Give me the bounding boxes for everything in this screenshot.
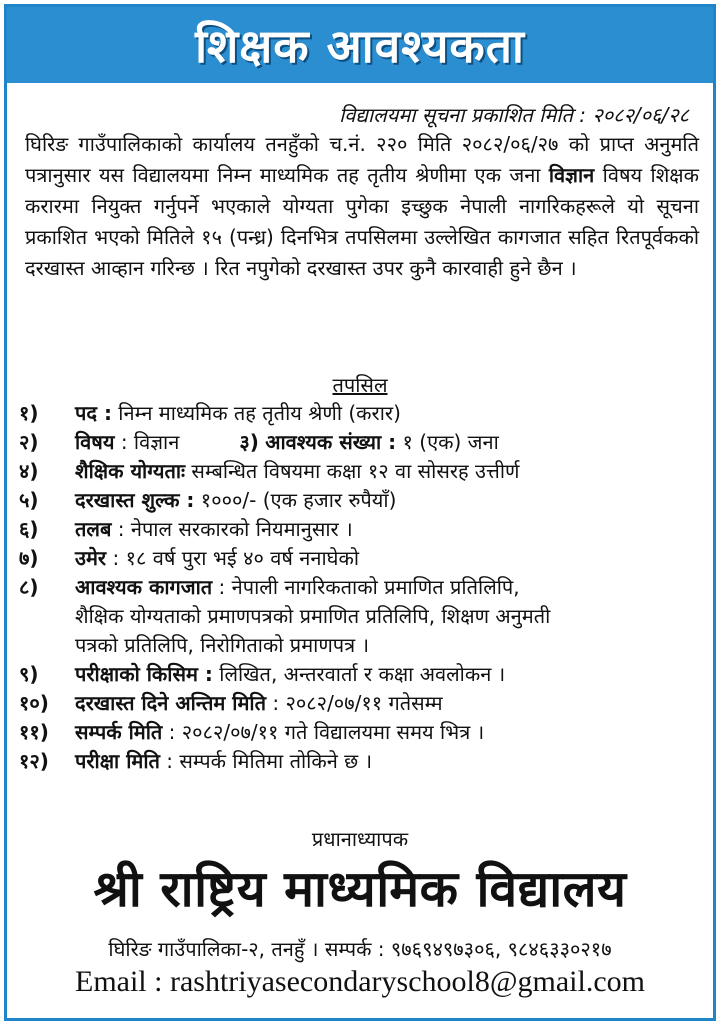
detail-row-contact-date <box>19 718 699 747</box>
detail-label: सम्पर्क मिति <box>75 720 163 744</box>
detail-label: दरखास्त शुल्क : <box>75 488 195 512</box>
detail-number-3: ३) <box>239 430 259 454</box>
detail-row-post <box>19 399 699 428</box>
signature-title: प्रधानाध्यापक <box>311 827 409 851</box>
details-list <box>19 399 699 776</box>
detail-row-deadline <box>19 689 699 718</box>
intro-subject: विज्ञान <box>548 163 595 187</box>
detail-value: : २०८२/०७/११ गते विद्यालयमा समय भित्र । <box>162 720 485 744</box>
detail-value: लिखित, अन्तरवार्ता र कक्षा अवलोकन । <box>212 662 506 686</box>
detail-label: तलब <box>75 517 112 541</box>
detail-value: : नेपाल सरकारको नियमानुसार । <box>111 517 353 541</box>
school-name: श्री राष्ट्रिय माध्यमिक विद्यालय <box>93 860 627 918</box>
detail-row-age <box>19 544 699 573</box>
detail-value: : १८ वर्ष पुरा भई ४० वर्ष ननाघेको <box>106 546 360 570</box>
detail-number: २) <box>19 430 39 454</box>
detail-value: : सम्पर्क मितिमा तोकिने छ । <box>159 749 373 773</box>
notice-date: विद्यालयमा सूचना प्रकाशित मिति : २०८२/०६/२८ <box>339 103 689 127</box>
detail-row-salary <box>19 515 699 544</box>
detail-row-exam-type <box>19 660 699 689</box>
detail-value: निम्न माध्यमिक तह तृतीय श्रेणी (करार) <box>111 401 401 425</box>
detail-number: ५) <box>19 488 39 512</box>
detail-number: ११) <box>19 720 49 744</box>
detail-label: परीक्षा मिति <box>75 749 160 773</box>
detail-number: ४) <box>19 459 39 483</box>
detail-number: १) <box>19 401 39 425</box>
detail-value: १०००/- (एक हजार रुपैयाँ) <box>194 488 397 512</box>
detail-label: दरखास्त दिने अन्तिम मिति <box>75 691 267 715</box>
page-title: शिक्षक आवश्यकता <box>195 19 525 73</box>
detail-number: १२) <box>19 749 49 773</box>
detail-label-vacancy: आवश्यक संख्या : <box>265 430 397 454</box>
detail-value: : नेपाली नागरिकताको प्रमाणित प्रतिलिपि, <box>212 575 520 599</box>
detail-number: १०) <box>19 691 49 715</box>
school-email: Email : rashtriyasecondaryschool8@gmail.com <box>75 965 645 998</box>
section-title: तपसिल <box>332 373 388 397</box>
detail-row-exam-date <box>19 747 699 776</box>
intro-text-part1: घिरिङ गाउँपालिकाको कार्यालय तनहुँको च.नं. २२० मिति २०८२/०६/२७ को प्राप्त अनुमति पत्रानुसार यस विद्यालयमा निम्न माध्यमिक तह तृतीय श्रेणीमा एक जना <box>25 132 699 187</box>
detail-row-fee <box>19 486 699 515</box>
school-address: घिरिङ गाउँपालिका-२, तनहुँ । सम्पर्क : ९७६९४९७३०६, ९८४६३३०२१७ <box>108 937 612 961</box>
detail-documents-line3: पत्रको प्रतिलिपि, निरोगिताको प्रमाणपत्र । <box>75 633 370 657</box>
detail-documents-line2: शैक्षिक योग्यताको प्रमाणपत्रको प्रमाणित प्रतिलिपि, शिक्षण अनुमती <box>75 604 551 628</box>
detail-label: परीक्षाको किसिम : <box>75 662 213 686</box>
detail-value: : विज्ञान <box>114 430 180 454</box>
detail-row-documents <box>19 573 699 602</box>
detail-value-vacancy: १ (एक) जना <box>396 430 499 454</box>
detail-label: विषय <box>75 430 115 454</box>
detail-number: ७) <box>19 546 39 570</box>
detail-number: ९) <box>19 662 39 686</box>
title-banner <box>7 7 713 83</box>
detail-row-subject <box>19 428 699 457</box>
detail-label: आवश्यक कागजात <box>75 575 213 599</box>
notice-page <box>4 4 716 1021</box>
detail-label: उमेर <box>75 546 107 570</box>
detail-label: शैक्षिक योग्यताः <box>75 459 186 483</box>
intro-text-part2: विषय शिक्षक करारमा नियुक्त गर्नुपर्ने भएकाले योग्यता पुगेका इच्छुक नेपाली नागरिकहरूले यो सूचना प्रकाशित भएको मितिले १५ (पन्ध्र) दिनभित्र तपसिलमा उल्लेखित कागजात सहित रितपूर्वकको दरखास्त आव्हान गरिन्छ । रित नपुगेको दरखास्त उपर कुनै कारवाही हुने छैन । <box>25 163 699 280</box>
detail-label: पद : <box>75 401 112 425</box>
detail-row-qualification <box>19 457 699 486</box>
detail-value: : २०८२/०७/११ गतेसम्म <box>266 691 443 715</box>
intro-paragraph <box>25 129 699 284</box>
detail-number: ८) <box>19 575 39 599</box>
detail-value: सम्बन्धित विषयमा कक्षा १२ वा सोसरह उत्तीर्ण <box>185 459 520 483</box>
detail-number: ६) <box>19 517 39 541</box>
